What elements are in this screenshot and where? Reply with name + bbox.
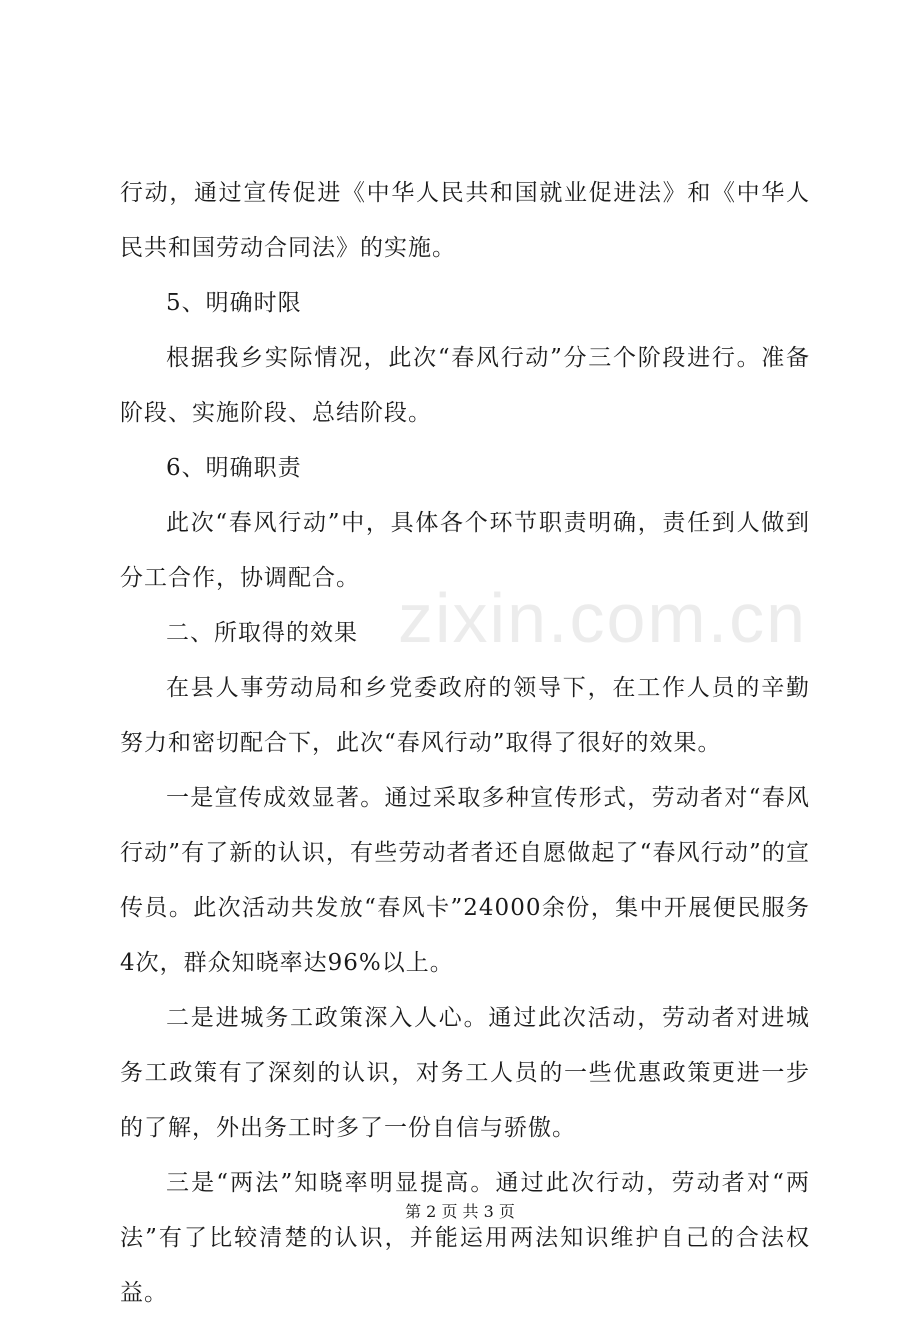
- paragraph-results-intro: 在县人事劳动局和乡党委政府的领导下，在工作人员的辛勤努力和密切配合下，此次“春风行动”取得了很好的效果。: [120, 675, 810, 756]
- paragraph-result-3: 三是“两法”知晓率明显提高。通过此次行动，劳动者对“两法”有了比较清楚的认识，并能运用两法知识维护自己的合法权益。: [120, 1170, 810, 1306]
- paragraph-stages: 根据我乡实际情况，此次“春风行动”分三个阶段进行。准备阶段、实施阶段、总结阶段。: [120, 345, 810, 426]
- paragraph-continuation: 行动，通过宣传促进《中华人民共和国就业促进法》和《中华人民共和国劳动合同法》的实施。: [120, 180, 810, 261]
- heading-responsibilities: 6、明确职责: [166, 455, 302, 481]
- paragraph-result-2: 二是进城务工政策深入人心。通过此次活动，劳动者对进城务工政策有了深刻的认识，对务工人员的一些优惠政策更进一步的了解，外出务工时多了一份自信与骄傲。: [120, 1005, 810, 1141]
- heading-results: 二、所取得的效果: [166, 620, 358, 646]
- page-footer: 第 2 页 共 3 页: [405, 1202, 515, 1221]
- watermark: zixin.com.cn: [398, 579, 808, 657]
- paragraph-result-1: 一是宣传成效显著。通过采取多种宣传形式，劳动者对“春风行动”有了新的认识，有些劳动者者还自愿做起了“春风行动”的宣传员。此次活动共发放“春风卡”24000余份，集中开展便民服务4次，群众知晓率达96%以上。: [120, 785, 810, 976]
- heading-time-limit: 5、明确时限: [166, 290, 302, 316]
- document-body: [120, 166, 810, 1321]
- paragraph-responsibilities: 此次“春风行动”中，具体各个环节职责明确，责任到人做到分工合作，协调配合。: [120, 510, 810, 591]
